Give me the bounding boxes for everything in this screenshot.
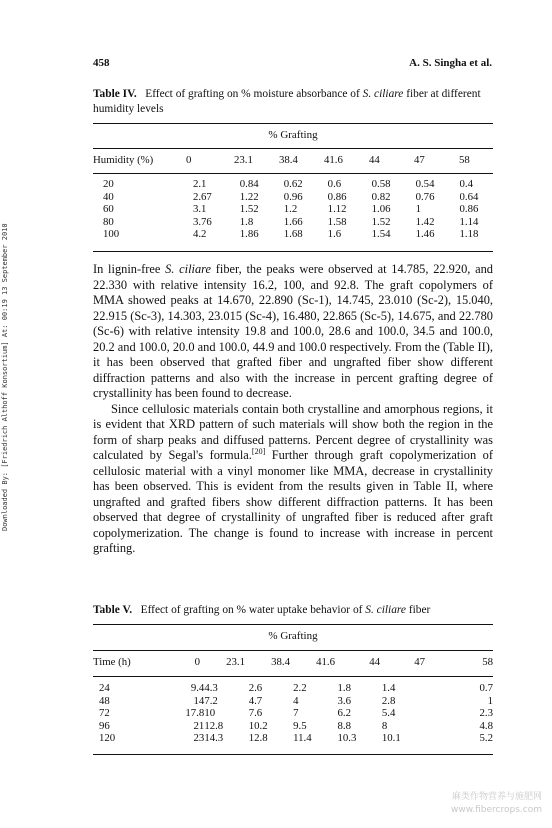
table-cell: 8.8 xyxy=(337,719,351,732)
table-row xyxy=(93,720,493,733)
table-v-body xyxy=(93,682,493,745)
table-cell: 80 xyxy=(103,215,114,228)
table-rule xyxy=(93,173,493,174)
table-cell: 6.2 xyxy=(337,707,351,719)
paragraph xyxy=(93,262,493,402)
table-cell: 3.76 xyxy=(192,215,212,228)
table-v-caption xyxy=(93,603,493,618)
caption-text: Effect of grafting on % water uptake behavior of xyxy=(140,604,366,616)
table-rule xyxy=(93,624,493,625)
table-cell: 7 xyxy=(293,707,299,719)
table-cell: 0.82 xyxy=(371,190,391,203)
table-cell: 47 xyxy=(414,656,425,668)
table-cell: 23.1 xyxy=(234,154,253,166)
table-row xyxy=(93,178,493,191)
table-cell: 47 xyxy=(414,154,425,166)
table-cell: 44 xyxy=(369,656,380,668)
table-cell: 10 xyxy=(204,707,216,719)
paragraph xyxy=(93,402,493,557)
table-rule xyxy=(93,650,493,651)
table-cell: 14.3 xyxy=(204,732,224,744)
table-row xyxy=(93,216,493,229)
table-cell: 1.68 xyxy=(283,228,303,240)
table-row xyxy=(93,191,493,204)
table-row xyxy=(93,707,493,720)
table-iv-header xyxy=(93,154,493,167)
table-cell: 1.8 xyxy=(239,215,254,228)
table-cell: 5.2 xyxy=(479,732,493,744)
table-cell: 2.8 xyxy=(381,694,396,707)
table-cell: 40 xyxy=(103,190,114,203)
table-rule xyxy=(93,251,493,252)
table-cell: 58 xyxy=(459,154,470,166)
table-cell: 1.58 xyxy=(327,215,347,228)
table-cell: 9.5 xyxy=(293,719,307,732)
table-cell: 1.46 xyxy=(415,228,435,240)
table-cell: 2.67 xyxy=(192,190,212,203)
table-cell: 3.1 xyxy=(192,203,207,215)
table-cell: 2.2 xyxy=(293,682,307,694)
table-cell: 14 xyxy=(193,694,205,707)
table-cell: 10.3 xyxy=(337,732,357,744)
table-rule xyxy=(93,754,493,755)
table-cell: 58 xyxy=(482,656,493,668)
table-cell: 0.54 xyxy=(415,178,435,190)
running-head: A. S. Singha et al. xyxy=(409,57,492,69)
table-cell: 20 xyxy=(103,178,114,190)
table-cell: 0.7 xyxy=(479,682,493,694)
table-cell: 1.66 xyxy=(283,215,303,228)
table-cell: 2.6 xyxy=(248,682,263,694)
table-cell: 1.42 xyxy=(415,215,435,228)
page-number: 458 xyxy=(93,57,110,69)
table-cell: 1.54 xyxy=(371,228,391,240)
table-cell: 0.64 xyxy=(459,190,479,203)
body-text xyxy=(93,262,493,557)
table-cell: 2.3 xyxy=(479,707,493,719)
table-cell: 0.96 xyxy=(283,190,303,203)
group-header: % Grafting xyxy=(268,630,318,642)
paragraph-text: In lignin-free xyxy=(93,262,166,276)
table-cell: 48 xyxy=(99,694,110,707)
watermark-line: 麻类作物营养与施肥网 xyxy=(451,792,542,802)
table-cell: 1.06 xyxy=(371,203,391,215)
table-cell: 0.6 xyxy=(327,178,342,190)
table-cell: 0.76 xyxy=(415,190,435,203)
table-v-header xyxy=(93,656,493,669)
site-watermark xyxy=(451,791,542,817)
table-cell: Humidity (%) xyxy=(93,154,154,166)
table-row xyxy=(93,732,493,745)
table-cell: Time (h) xyxy=(93,656,131,668)
table-cell: 3.6 xyxy=(337,694,351,707)
download-stamp: Downloaded By: [Friedrich Althoff Konsortium] At: 00:19 13 September 2010 xyxy=(1,223,9,531)
table-cell: 23.1 xyxy=(226,656,245,668)
table-cell: 12.8 xyxy=(248,732,268,744)
table-cell: 1.18 xyxy=(459,228,479,240)
table-cell: 2.1 xyxy=(192,178,207,190)
caption-species: S. ciliare xyxy=(365,604,406,616)
table-cell: 96 xyxy=(99,719,110,732)
table-cell: 0 xyxy=(194,656,200,668)
table-cell: 1.86 xyxy=(239,228,259,240)
table-cell: 0.84 xyxy=(239,178,259,190)
table-row xyxy=(93,154,493,167)
table-cell: 44 xyxy=(369,154,380,166)
citation: [20] xyxy=(251,446,266,456)
table-cell: 41.6 xyxy=(324,154,343,166)
table-cell: 38.4 xyxy=(271,656,290,668)
table-row xyxy=(93,656,493,669)
table-rule xyxy=(93,676,493,677)
table-cell: 7.6 xyxy=(248,707,263,719)
caption-species: S. ciliare xyxy=(362,88,404,100)
species-name: S. ciliare xyxy=(165,262,212,276)
caption-text: Effect of grafting on % moisture absorbance of xyxy=(145,88,363,100)
table-cell: 11.4 xyxy=(293,732,312,744)
table-cell: 1.12 xyxy=(327,203,347,215)
group-header: % Grafting xyxy=(268,129,318,141)
table-cell: 1.8 xyxy=(337,682,351,694)
table-cell: 120 xyxy=(99,732,116,744)
table-iv-caption xyxy=(93,87,493,117)
table-rule xyxy=(93,123,493,124)
table-cell: 4.8 xyxy=(479,719,493,732)
table-iv-body xyxy=(93,178,493,241)
paragraph-text: fiber, the peaks were observed at 14.785, 22.920, and 22.330 with relative intensity 16.2, 100, and 92.8. The graft copolymers of MMA showed peaks at 14.670, 22.890 (Sc-1), 14.745, 23.010 (Sc-2), 15.040, 22.915 (Sc-3), 14.303, 23.015 (Sc-4), 16.480, 22.865 (Sc-5), 14.675, and 22.780 (Sc-6) with relative intensity 19.8 and 100.0, 28.6 and 100.0, 34.5 and 100.0, 20.2 and 100.0, 20.0 and 100.0, 44.9 and 100.0 respectively. From the (Table II), it has been observed that grafted fiber and ungrafted fiber show different diffraction patterns and also with the increase in percent grafting degree of crystallinity has been found to decrease. xyxy=(93,262,493,400)
table-cell: 12.8 xyxy=(204,719,224,732)
table-cell: 41.6 xyxy=(316,656,335,668)
table-cell: 60 xyxy=(103,203,114,215)
caption-text: fiber at different humidity levels xyxy=(93,88,481,115)
table-cell: 4.2 xyxy=(192,228,207,240)
table-cell: 1.6 xyxy=(327,228,342,240)
table-cell: 0.62 xyxy=(283,178,303,190)
paragraph-text: Since cellulosic materials contain both crystalline and amorphous regions, it is evident that XRD pattern of such materials will show both the region in the form of sharp peaks and diffused patterns. Percent degree of crystallinity was calculated by Segal's formula. xyxy=(93,401,493,462)
table-cell: 10.1 xyxy=(381,732,401,744)
table-row xyxy=(93,695,493,708)
table-cell: 0 xyxy=(186,154,192,166)
table-cell: 24 xyxy=(99,682,110,694)
table-label: Table V. xyxy=(93,604,133,616)
table-cell: 17.8 xyxy=(185,707,205,719)
table-cell: 1.2 xyxy=(283,203,298,215)
table-row xyxy=(93,682,493,695)
table-cell: 1.52 xyxy=(371,215,391,228)
table-rule xyxy=(93,148,493,149)
table-cell: 0.86 xyxy=(459,203,479,215)
caption-text: fiber xyxy=(405,604,431,616)
table-cell: 9.4 xyxy=(190,682,205,694)
table-cell: 23 xyxy=(193,732,205,744)
table-cell: 0.86 xyxy=(327,190,347,203)
table-cell: 5.4 xyxy=(381,707,396,719)
table-label: Table IV. xyxy=(93,88,137,100)
table-row xyxy=(93,228,493,241)
table-row xyxy=(93,203,493,216)
table-cell: 4 xyxy=(293,694,299,707)
table-cell: 0.58 xyxy=(371,178,391,190)
table-cell: 1 xyxy=(415,203,421,215)
table-cell: 1.22 xyxy=(239,190,259,203)
table-cell: 0.4 xyxy=(459,178,474,190)
table-cell: 1.4 xyxy=(381,682,396,694)
table-cell: 21 xyxy=(193,719,205,732)
table-cell: 7.2 xyxy=(204,694,218,707)
table-cell: 8 xyxy=(381,719,388,732)
table-cell: 4.3 xyxy=(204,682,218,694)
table-cell: 4.7 xyxy=(248,694,263,707)
table-cell: 1.14 xyxy=(459,215,479,228)
table-cell: 100 xyxy=(103,228,120,240)
paragraph-text: Further through graft copolymerization of cellulosic material with a vinyl monomer like MMA, decrease in crystallinity has been observed. This is evident from the results given in Table II, where ungrafted and grafted fibers show different diffraction patterns. It has been observed that degree of crystallinity of ungrafted fiber is reduced after graft copolymerization. The change is found to increase with increase in percent grafting. xyxy=(93,448,493,555)
table-cell: 1 xyxy=(487,694,493,707)
table-cell: 1.52 xyxy=(239,203,259,215)
table-cell: 10.2 xyxy=(248,719,268,732)
watermark-line: www.fibercrops.com xyxy=(451,805,542,815)
table-cell: 38.4 xyxy=(279,154,298,166)
table-cell: 72 xyxy=(99,707,110,719)
